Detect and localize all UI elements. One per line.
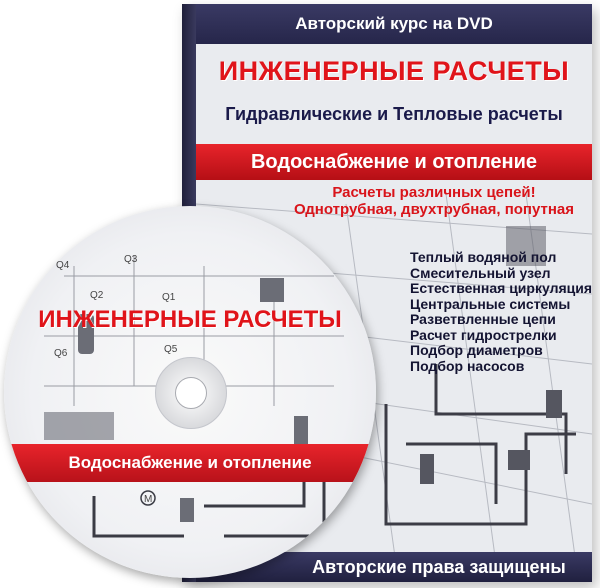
- circuits-line-1: Расчеты различных цепей!: [332, 184, 536, 201]
- disc-title: ИНЖЕНЕРНЫЕ РАСЧЕТЫ: [38, 306, 342, 333]
- feature-item: Теплый водяной пол: [410, 249, 557, 265]
- label-q2: Q2: [90, 290, 104, 301]
- bottom-banner: Авторские права защищены: [196, 552, 592, 582]
- feature-item: Разветвленные цепи: [410, 311, 556, 327]
- label-q4: Q4: [56, 260, 70, 271]
- feature-item: Расчет гидрострелки: [410, 326, 557, 343]
- top-banner: Авторский курс на DVD: [196, 4, 592, 44]
- label-q1: Q1: [162, 292, 176, 303]
- feature-item: Центральные системы: [410, 295, 571, 312]
- feature-item: Смесительный узел: [410, 264, 551, 281]
- cover-red-band: Водоснабжение и отопление: [196, 144, 592, 180]
- cover-subtitle: Гидравлические и Тепловые расчеты: [225, 104, 563, 124]
- dvd-disc: [4, 206, 376, 578]
- feature-item: Естественная циркуляция: [410, 280, 592, 296]
- disc-center-hole: [175, 377, 207, 409]
- label-m: M: [144, 494, 153, 505]
- label-q3: Q3: [124, 254, 138, 265]
- feature-item: Подбор насосов: [410, 357, 525, 374]
- feature-list: [410, 250, 592, 374]
- label-q5: Q5: [164, 344, 178, 355]
- circuits-line-2: Однотрубная, двухтрубная, попутная: [293, 201, 575, 218]
- feature-item: Подбор диаметров: [410, 342, 543, 358]
- label-q6: Q6: [54, 348, 68, 359]
- cover-title: ИНЖЕНЕРНЫЕ РАСЧЕТЫ: [218, 56, 570, 86]
- disc-red-band: Водоснабжение и отопление: [4, 444, 376, 482]
